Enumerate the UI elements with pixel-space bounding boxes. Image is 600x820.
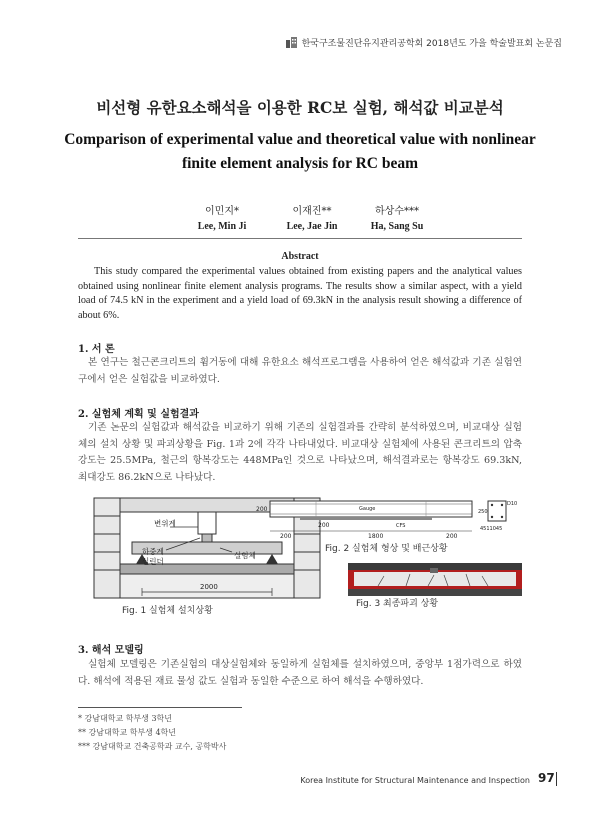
korean-title: 비선형 유한요소해석을 이용한 RC보 실험, 해석값 비교분석 <box>96 98 504 117</box>
footnote: * 강남대학교 학부생 3학년 <box>78 714 172 723</box>
english-title <box>40 128 560 176</box>
abstract-text: This study compared the experimental values obtained from existing papers and the analytical values obtained using nonlinear finite element analysis programs. The results show a similar aspect, with a yield load of 74.5 kN in the experiment and a yield load of 69.3kN in the analysis result showing a difference of about 6%. <box>78 266 522 321</box>
figure-3-caption: Fig. 3 최종파괴 상황 <box>356 599 439 609</box>
page-number: 97 <box>538 771 555 785</box>
footer-separator <box>556 772 557 786</box>
footnote: ** 강남대학교 학부생 4학년 <box>78 728 176 737</box>
label-displacement-gauge: 변위계 <box>154 519 176 528</box>
section-heading: 3. 해석 모델링 <box>78 645 144 656</box>
width-dimension: 250 <box>478 509 488 515</box>
figure-2-caption: Fig. 2 실험체 형상 및 배근상황 <box>325 544 448 554</box>
height-dimension: 200 <box>256 506 268 513</box>
author-korean-name: 하상수*** <box>375 206 419 217</box>
journal-name: 한국구조물진단유지관리공학회 2018년도 가을 학술발표회 논문집 <box>301 39 562 49</box>
footnote-divider <box>78 707 242 708</box>
span-dimension: 2000 <box>200 583 218 591</box>
label-cfs: CFS <box>396 523 406 529</box>
abstract-heading: Abstract <box>281 251 319 262</box>
english-title-line2: finite element analysis for RC beam <box>181 155 419 172</box>
dimension-1: 200 <box>280 533 292 540</box>
dimension-4: 200 <box>446 533 458 540</box>
section-paragraph: 본 연구는 철근콘크리트의 휨거동에 대해 유한요소 해석프로그램을 사용하여 얻은 해석값과 기존 실험연구에서 얻은 실험값을 비교하였다. <box>78 357 522 385</box>
dimension-3: 1800 <box>368 533 384 540</box>
author-english-name: Lee, Min Ji <box>197 221 247 232</box>
building-icon <box>286 37 297 48</box>
author-korean-name: 이민지* <box>205 206 239 217</box>
section-paragraph: 실험체 모델링은 기존실험의 대상실험체와 동일하게 실험체를 설치하였으며, 중앙부 1점가력으로 하였다. 해석에 적용된 재료 물성 값도 실험과 동일한 수준으로 하여 해석을 수행하였다. <box>78 659 522 687</box>
label-load-cell: 하중계 <box>142 547 164 556</box>
figure-2-specimen-drawing <box>256 497 522 541</box>
english-title-line1: Comparison of experimental value and theoretical value with nonlinear <box>64 131 536 148</box>
figure-1-caption: Fig. 1 실험체 설치상황 <box>122 606 213 616</box>
label-specimen: 실험체 <box>234 551 256 560</box>
label-gauge: Gauge <box>359 506 376 512</box>
footer-organization: Korea Institute for Structural Maintenance and Inspection <box>300 776 530 785</box>
section-heading: 1. 서 론 <box>78 344 115 355</box>
dimension-2: 200 <box>318 522 330 529</box>
section-paragraph: 기존 논문의 실험값과 해석값을 비교하기 위해 기존의 실험결과를 간략히 분석하였으며, 비교대상 실험체의 설치 상황 및 파괴상황을 Fig. 1과 2에 각각 나타내었다. 비교대상 실험체에 사용된 콘크리트의 압축강도는 25.5MPa, 철근의 항복강도는 448MPa인 것으로 나타났으며, 해석결과로는 항복강도 69.3kN, 최대강도 86.2kN으로 나타났다. <box>78 422 522 483</box>
journal-header <box>286 36 562 49</box>
figure-3-failure-photo <box>348 563 522 596</box>
label-rebar: 4511045 <box>480 526 503 532</box>
section-heading: 2. 실험체 계획 및 실험결과 <box>78 409 199 420</box>
author-english-name: Ha, Sang Su <box>370 221 424 232</box>
author-english-name: Lee, Jae Jin <box>286 221 338 232</box>
author-3 <box>342 202 452 232</box>
author-korean-name: 이재진** <box>292 206 332 217</box>
label-section: D10 <box>507 501 518 507</box>
label-cylinder: 실린더 <box>142 557 164 566</box>
divider <box>78 238 522 239</box>
footnote: *** 강남대학교 건축공학과 교수, 공학박사 <box>78 742 227 751</box>
